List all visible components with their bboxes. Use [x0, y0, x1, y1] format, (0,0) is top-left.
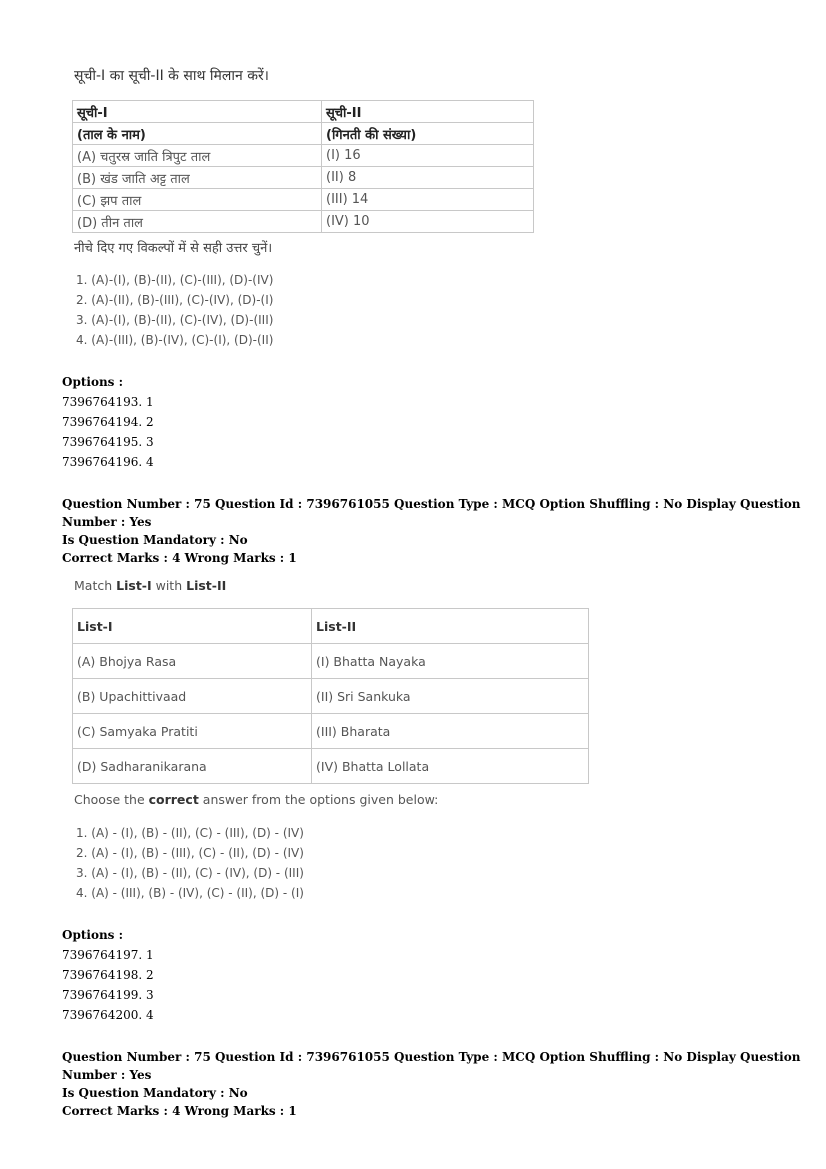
- table-row: [73, 189, 534, 211]
- instruction-text: with: [151, 578, 187, 593]
- option-item: 7396764200. 4: [62, 1008, 154, 1022]
- choice-item: 2. (A)-(II), (B)-(III), (C)-(IV), (D)-(I): [76, 293, 274, 307]
- q-next-meta: [62, 1048, 802, 1120]
- choice-item: 4. (A) - (III), (B) - (IV), (C) - (II), (D) - (I): [76, 886, 304, 900]
- q75-match-table: [72, 608, 589, 784]
- table-cell: (IV) 10: [322, 211, 534, 233]
- instruction-bold: List-I: [116, 578, 152, 593]
- question-marks-line: Correct Marks : 4 Wrong Marks : 1: [62, 551, 297, 565]
- table-cell: (I) 16: [322, 145, 534, 167]
- table-cell: (II) Sri Sankuka: [312, 679, 589, 714]
- instruction-text: Match: [74, 578, 117, 593]
- choice-item: 2. (A) - (I), (B) - (III), (C) - (II), (D) - (IV): [76, 846, 304, 860]
- table-cell: (D) Sadharanikarana: [73, 749, 312, 784]
- table-header-cell: List-II: [312, 609, 589, 644]
- q74-match-table: [72, 100, 534, 233]
- option-item: 7396764197. 1: [62, 948, 154, 962]
- table-cell: (C) झप ताल: [73, 189, 322, 211]
- choose-text-bold: correct: [148, 792, 199, 807]
- table-cell: (A) चतुरस्र जाति त्रिपुट ताल: [73, 145, 322, 167]
- option-item: 7396764198. 2: [62, 968, 154, 982]
- choice-item: 3. (A)-(I), (B)-(II), (C)-(IV), (D)-(III): [76, 313, 274, 327]
- table-cell: (III) 14: [322, 189, 534, 211]
- choice-item: 3. (A) - (I), (B) - (II), (C) - (IV), (D) - (III): [76, 866, 304, 880]
- table-subheader-cell: (गिनती की संख्या): [322, 123, 534, 145]
- table-cell: (D) तीन ताल: [73, 211, 322, 233]
- table-row: [73, 679, 589, 714]
- option-item: 7396764196. 4: [62, 455, 154, 469]
- option-item: 7396764194. 2: [62, 415, 154, 429]
- table-row: [73, 211, 534, 233]
- question-meta-line: Is Question Mandatory : No: [62, 533, 248, 547]
- q74-instruction: सूची-I का सूची-II के साथ मिलान करें।: [74, 68, 269, 84]
- choice-item: 1. (A)-(I), (B)-(II), (C)-(III), (D)-(IV): [76, 273, 274, 287]
- table-cell: (B) Upachittivaad: [73, 679, 312, 714]
- table-row: [73, 714, 589, 749]
- q74-choose-text: नीचे दिए गए विकल्पों में से सही उत्तर चुनें।: [74, 241, 273, 256]
- q75-options: [62, 925, 154, 1025]
- choice-item: 4. (A)-(III), (B)-(IV), (C)-(I), (D)-(II): [76, 333, 274, 347]
- table-header-row: [73, 101, 534, 123]
- options-label: Options :: [62, 928, 124, 942]
- table-header-cell: List-I: [73, 609, 312, 644]
- table-subheader-row: [73, 123, 534, 145]
- question-meta-line: Question Number : 75 Question Id : 7396761055 Question Type : MCQ Option Shuffling : No Display Question Number : Yes: [62, 497, 801, 529]
- table-cell: (I) Bhatta Nayaka: [312, 644, 589, 679]
- choice-item: 1. (A) - (I), (B) - (II), (C) - (III), (D) - (IV): [76, 826, 304, 840]
- table-subheader-cell: (ताल के नाम): [73, 123, 322, 145]
- choose-text: Choose the: [74, 792, 149, 807]
- table-row: [73, 145, 534, 167]
- table-header-row: [73, 609, 589, 644]
- q74-options: [62, 372, 154, 472]
- q75-choose-text: [74, 792, 438, 807]
- table-cell: (IV) Bhatta Lollata: [312, 749, 589, 784]
- question-meta-line: Is Question Mandatory : No: [62, 1086, 248, 1100]
- q74-choices: [76, 270, 273, 350]
- question-marks-line: Correct Marks : 4 Wrong Marks : 1: [62, 1104, 297, 1118]
- question-meta-line: Question Number : 75 Question Id : 7396761055 Question Type : MCQ Option Shuffling : No Display Question Number : Yes: [62, 1050, 801, 1082]
- choose-text: answer from the options given below:: [198, 792, 439, 807]
- option-item: 7396764195. 3: [62, 435, 154, 449]
- option-item: 7396764199. 3: [62, 988, 154, 1002]
- q75-choices: [76, 823, 304, 903]
- q75-instruction: [74, 578, 226, 593]
- instruction-bold: List-II: [186, 578, 227, 593]
- table-header-cell: सूची-II: [322, 101, 534, 123]
- table-cell: (C) Samyaka Pratiti: [73, 714, 312, 749]
- table-row: [73, 749, 589, 784]
- table-cell: (A) Bhojya Rasa: [73, 644, 312, 679]
- table-cell: (III) Bharata: [312, 714, 589, 749]
- options-label: Options :: [62, 375, 124, 389]
- table-cell: (B) खंड जाति अट्ट ताल: [73, 167, 322, 189]
- option-item: 7396764193. 1: [62, 395, 154, 409]
- table-cell: (II) 8: [322, 167, 534, 189]
- table-row: [73, 167, 534, 189]
- table-header-cell: सूची-I: [73, 101, 322, 123]
- q75-meta: [62, 495, 802, 567]
- table-row: [73, 644, 589, 679]
